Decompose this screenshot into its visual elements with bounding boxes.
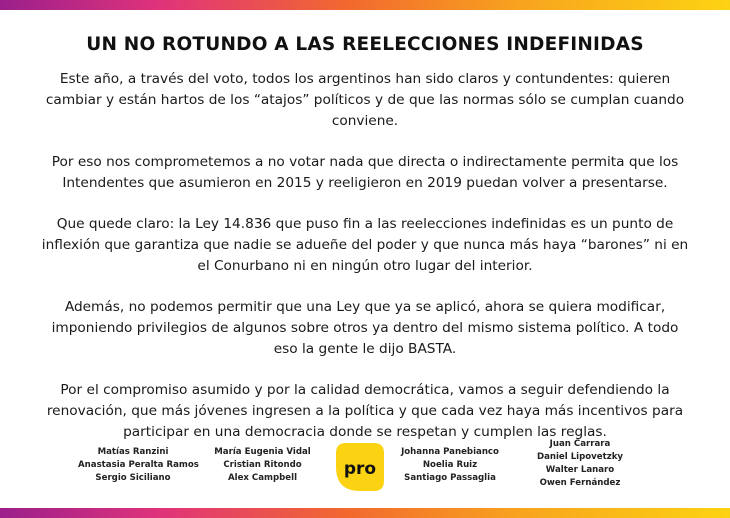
signer-name: Alex Campbell — [227, 473, 298, 483]
signer-group-3 — [395, 446, 505, 485]
signer-name: María Eugenia Vidal — [214, 447, 311, 457]
signer-name: Noelia Ruiz — [422, 460, 478, 470]
statement-body — [40, 69, 690, 463]
logo-text: pro — [343, 459, 377, 479]
signer-group-4 — [530, 438, 630, 490]
page-title: UN NO ROTUNDO A LAS REELECCIONES INDEFINIDAS — [86, 34, 644, 55]
signer-name: Johanna Panebianco — [401, 447, 499, 457]
signer-name: Owen Fernández — [539, 478, 621, 488]
signer-name: Matías Ranzini — [97, 447, 169, 457]
paragraph-4: Además, no podemos permitir que una Ley que ya se aplicó, ahora se quiera modificar, imponiendo privilegios de algunos sobre otros ya dentro del mismo sistema político. A todo eso la gente le dijo BASTA. — [51, 299, 679, 357]
signer-name: Santiago Passaglia — [404, 473, 496, 483]
signer-name: Cristian Ritondo — [223, 460, 302, 470]
signer-group-2 — [210, 446, 315, 485]
paragraph-5: Por el compromiso asumido y por la calidad democrática, vamos a seguir defendiendo la renovación, que más jóvenes ingresen a la política y que cada vez haya más incentivos para participar en una democracia donde se respetan y cumplen las reglas. — [46, 382, 684, 440]
signer-name: Daniel Lipovetzky — [536, 452, 624, 462]
signer-group-1 — [78, 446, 199, 485]
signer-name: Walter Lanaro — [545, 465, 615, 475]
paragraph-3: Que quede claro: la Ley 14.836 que puso fin a las reelecciones indefinidas es un punto de inflexión que garantiza que nadie se adueñe del poder y que nunca más haya “barones” ni en el Conurbano ni en ningún otro lugar del interior. — [41, 216, 689, 274]
signer-name: Juan Carrara — [549, 439, 611, 449]
paragraph-2: Por eso nos comprometemos a no votar nada que directa o indirectamente permita que los Intendentes que asumieron en 2015 y reeligieron en 2019 puedan volver a presentarse. — [51, 154, 679, 191]
bottom-gradient-stripe — [0, 508, 730, 518]
paragraph-1: Este año, a través del voto, todos los argentinos han sido claros y contundentes: quieren cambiar y están hartos de los “atajos” políticos y de que las normas sólo se cumplan cuando conviene. — [45, 71, 685, 129]
pro-party-logo — [334, 441, 386, 493]
signer-name: Sergio Siciliano — [95, 473, 171, 483]
signer-name: Anastasia Peralta Ramos — [78, 460, 199, 470]
top-gradient-stripe — [0, 0, 730, 10]
